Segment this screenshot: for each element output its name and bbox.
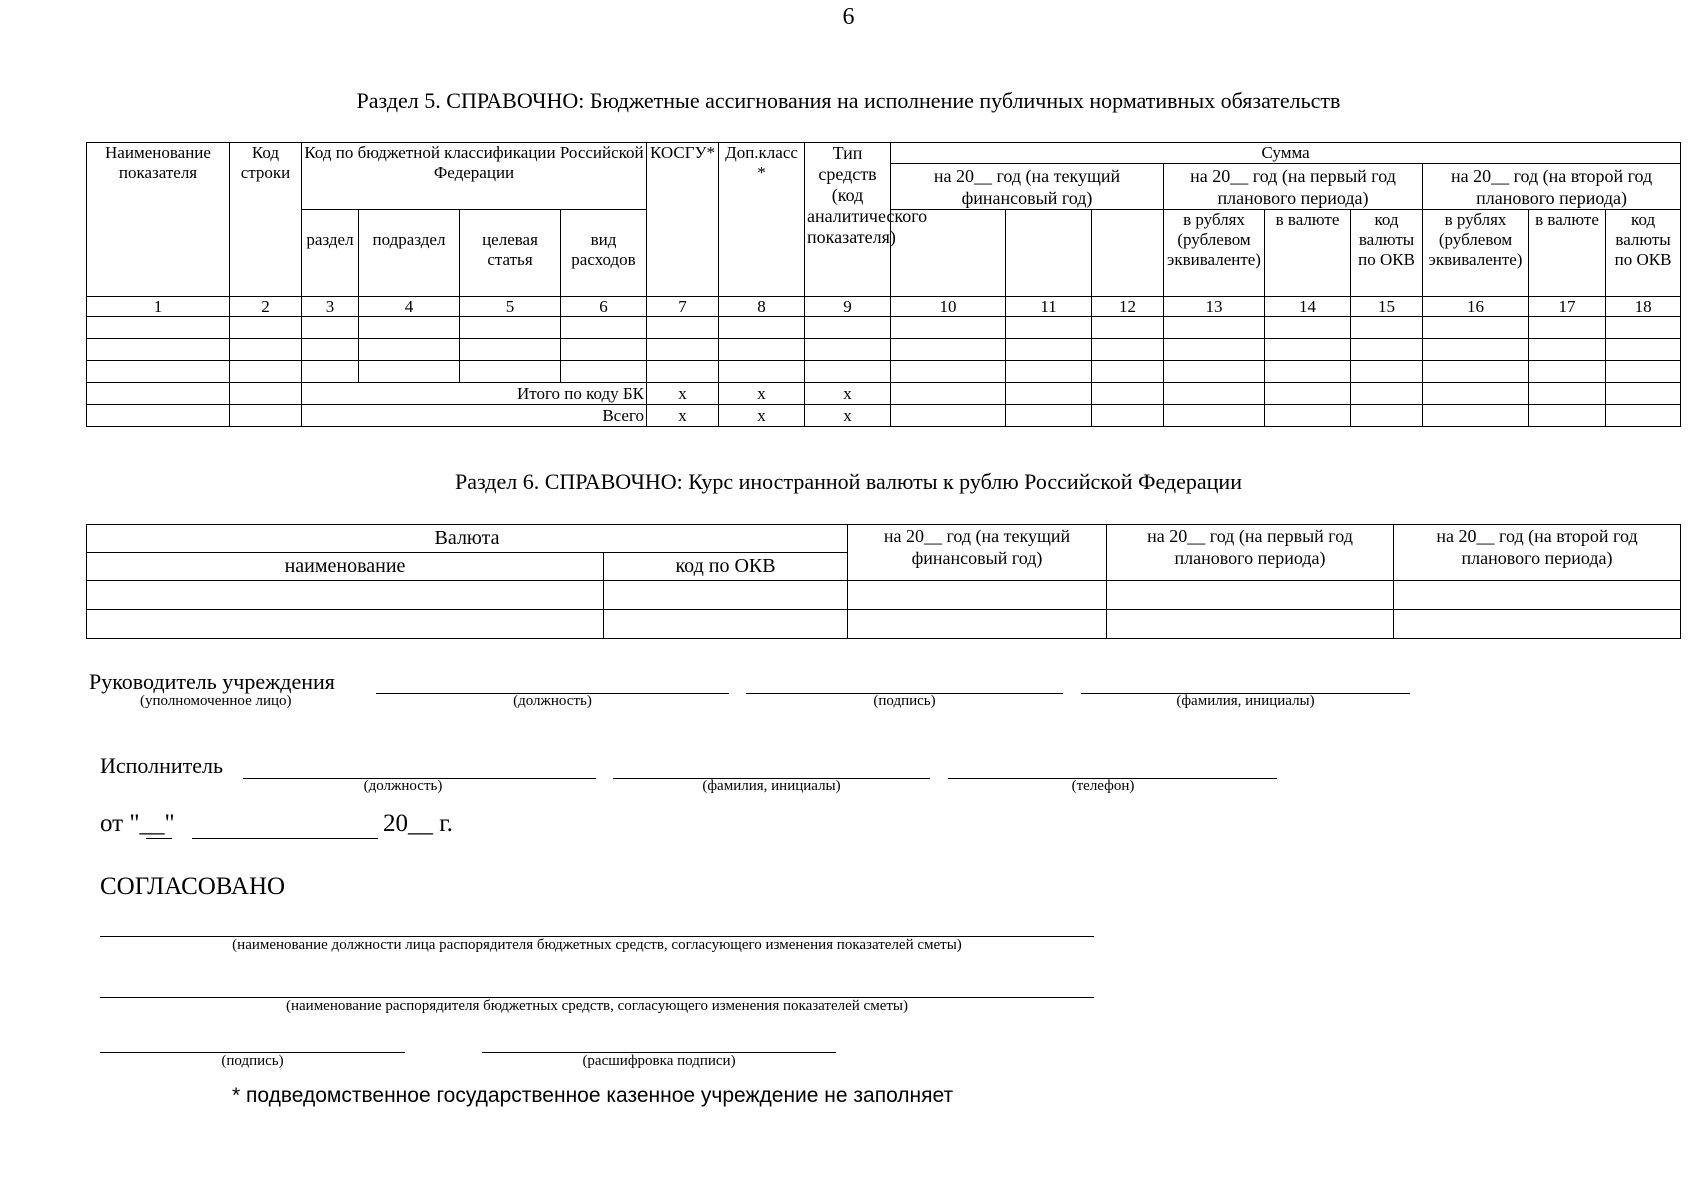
x-mark: х [805, 405, 891, 427]
column-number: 4 [359, 297, 460, 317]
column-number: 17 [1529, 297, 1606, 317]
head-sub-caption: (уполномоченное лицо) [140, 693, 292, 709]
header-kosgu: КОСГУ* [647, 143, 719, 297]
x-mark: х [647, 383, 719, 405]
column-number: 10 [891, 297, 1006, 317]
sign-caption: (подпись) [221, 1053, 284, 1069]
agreed-org-caption: (наименование распорядителя бюджетных средств, согласующего изменения показателей сметы) [285, 998, 908, 1014]
table-row [87, 361, 1681, 383]
section5-title: Раздел 5. СПРАВОЧНО: Бюджетные ассигнования на исполнение публичных нормативных обязательств [356, 88, 1341, 113]
column-number: 16 [1423, 297, 1529, 317]
header-target-article: целевая статья [460, 210, 561, 297]
column-number: 6 [561, 297, 647, 317]
header-currency-2: в валюте [1529, 210, 1606, 297]
page-number: 6 [842, 4, 855, 30]
grand-total-row [87, 405, 1681, 427]
table-row [87, 610, 1681, 639]
position-caption: (должность) [513, 693, 592, 709]
header-year-second: на 20__ год (на второй год планового периода) [1423, 164, 1681, 210]
column-number: 2 [230, 297, 302, 317]
agreed-position-caption: (наименование должности лица распорядителя бюджетных средств, согласующего изменения показателей сметы) [232, 937, 962, 953]
table-row [87, 317, 1681, 339]
column-number: 13 [1164, 297, 1265, 317]
column-number: 3 [302, 297, 359, 317]
x-mark: х [647, 405, 719, 427]
name-caption: (фамилия, инициалы) [1176, 693, 1315, 709]
header-year-first: на 20__ год (на первый год планового периода) [1107, 525, 1394, 581]
cell-empty [1006, 210, 1092, 297]
total-bk-label: Итого по коду БК [302, 383, 647, 405]
date-day-line [146, 838, 172, 839]
header-bk-code: Код по бюджетной классификации Российской Федерации [302, 143, 647, 210]
head-label: Руководитель учреждения [89, 669, 335, 694]
column-number: 8 [719, 297, 805, 317]
header-row-code: Код строки [230, 143, 302, 297]
column-number: 1 [87, 297, 230, 317]
sign-decode-caption: (расшифровка подписи) [582, 1053, 736, 1069]
header-fund-type: Тип средств (код аналитического показателя) [805, 143, 891, 297]
header-currency-1: в валюте [1265, 210, 1351, 297]
header-currency-name: наименование [87, 553, 604, 581]
column-number: 15 [1351, 297, 1423, 317]
date-year: 20__ г. [383, 810, 453, 837]
header-okv-code: код по ОКВ [604, 553, 848, 581]
x-mark: х [805, 383, 891, 405]
header-subsection: подраздел [359, 210, 460, 297]
signature-caption: (подпись) [873, 693, 936, 709]
footnote: * подведомственное государственное казенное учреждение не заполняет [232, 1084, 954, 1107]
section5-table [86, 142, 1681, 427]
column-number: 11 [1006, 297, 1092, 317]
column-number: 12 [1092, 297, 1164, 317]
position-caption: (должность) [363, 778, 443, 794]
header-okv-2: код валюты по ОКВ [1606, 210, 1681, 297]
header-year-first: на 20__ год (на первый год планового периода) [1164, 164, 1423, 210]
phone-caption: (телефон) [1071, 778, 1135, 794]
name-caption: (фамилия, инициалы) [702, 778, 841, 794]
executor-label: Исполнитель [100, 753, 224, 778]
header-section: раздел [302, 210, 359, 297]
column-number: 7 [647, 297, 719, 317]
column-numbers-row [87, 297, 1681, 317]
column-number: 18 [1606, 297, 1681, 317]
table-row [87, 339, 1681, 361]
header-year-current: на 20__ год (на текущий финансовый год) [891, 164, 1164, 210]
grand-total-label: Всего [302, 405, 647, 427]
total-bk-row [87, 383, 1681, 405]
section6-title: Раздел 6. СПРАВОЧНО: Курс иностранной валюты к рублю Российской Федерации [455, 469, 1242, 494]
header-okv-1: код валюты по ОКВ [1351, 210, 1423, 297]
cell-empty [1092, 210, 1164, 297]
date-from: от "__" [100, 810, 175, 837]
table-row [87, 581, 1681, 610]
x-mark: х [719, 405, 805, 427]
agreed-title: СОГЛАСОВАНО [100, 873, 286, 900]
section6-table [86, 524, 1681, 639]
header-indicator-name: Наименование показателя [87, 143, 230, 297]
column-number: 9 [805, 297, 891, 317]
header-sum: Сумма [891, 143, 1681, 164]
header-rubles-1: в рублях (рублевом эквиваленте) [1164, 210, 1265, 297]
x-mark: х [719, 383, 805, 405]
header-rubles-2: в рублях (рублевом эквиваленте) [1423, 210, 1529, 297]
column-number: 14 [1265, 297, 1351, 317]
header-year-second: на 20__ год (на второй год планового периода) [1394, 525, 1681, 581]
column-number: 5 [460, 297, 561, 317]
date-month-line [192, 838, 378, 839]
header-expense-type: вид расходов [561, 210, 647, 297]
header-currency: Валюта [87, 525, 848, 553]
header-year-current: на 20__ год (на текущий финансовый год) [848, 525, 1107, 581]
header-dop-class: Доп.класс * [719, 143, 805, 297]
